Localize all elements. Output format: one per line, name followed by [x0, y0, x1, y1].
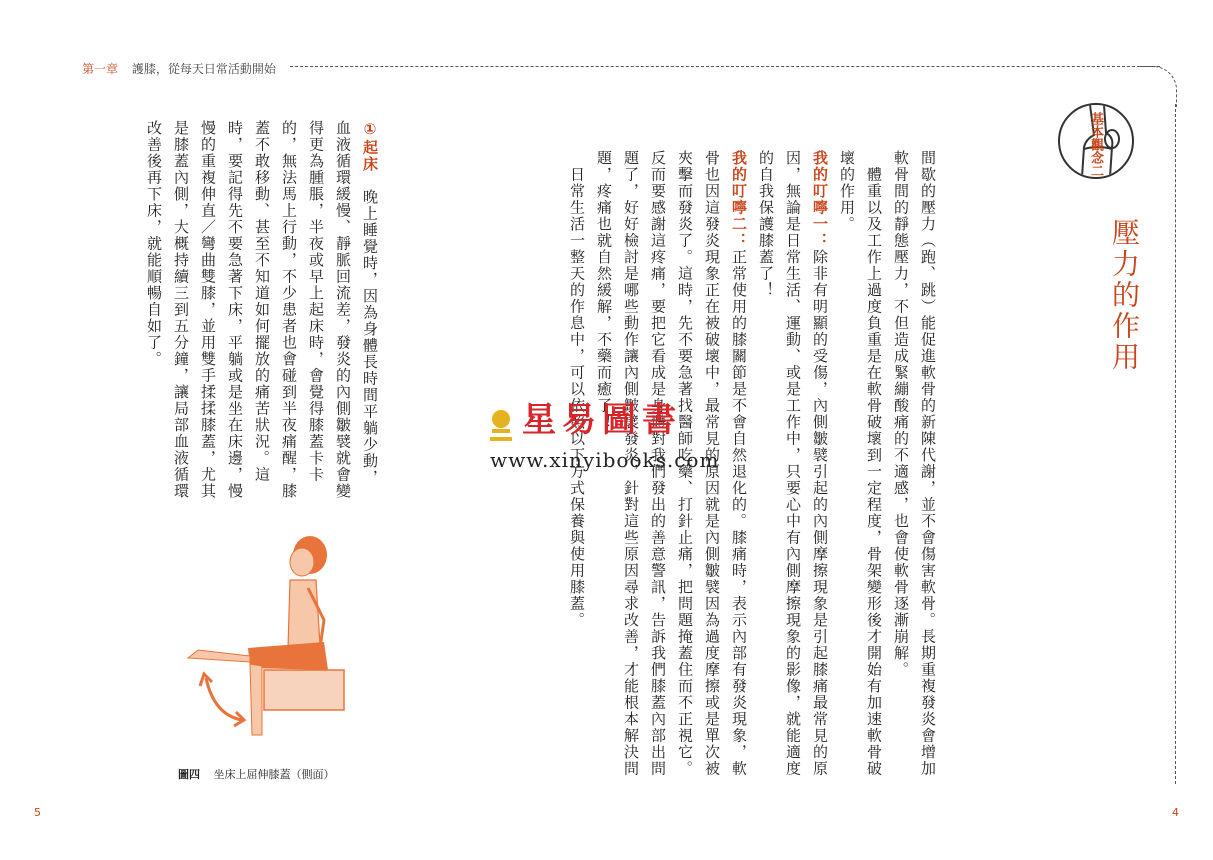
tip2-label: 我的叮嚀二： [730, 150, 748, 249]
tip1-text: 除非有明顯的受傷，內側皺襞引起的內側摩擦現象是引起膝痛最常見的原因，無論是日常生活、運動、或是工作中，只要心中有內側摩擦現象的影像，就能適度的自我保護膝蓋了！ [757, 150, 829, 777]
watermark-text: 星易圖書 [522, 400, 682, 440]
tip2-text: 正常使用的膝關節是不會自然退化的。膝痛時，表示內部有發炎現象，軟骨也因這發炎現象正在被破壞中，最常見的原因就是內側皺襞因為過度摩擦或是單次被夾擊而發炎了。這時，先不要急著找醫師吃藥、打針止痛，把問題掩蓋住而不正視它。反而要感謝這疼痛，要把它看成是身體對我們發出的善意警訊，告訴我們膝蓋內部出問題了，好好檢討是哪些動作讓內側皺襞發炎，針對這些原因尋求改善，才能根本解決問題，疼痛也就自然緩解，不藥而癒了！ 日常生活一整天的作息中，可以依照以下方式保養與使用膝蓋。 [568, 150, 748, 777]
figure-caption [178, 766, 335, 782]
seated-knee-stretch-figure [178, 530, 348, 755]
header-dashed-divider [290, 66, 1160, 67]
left-page-body [140, 120, 383, 500]
watermark-logo-icon [488, 407, 514, 447]
figure-number: 圖四 [178, 768, 200, 781]
chapter-title: 護膝，從每天日常活動開始 [131, 62, 276, 76]
item-text-wake-up: 晚上睡覺時，因為身體長時間平躺少動，血液循環緩慢、靜脈回流差，發炎的內側皺襞就會變得更為腫脹，半夜或早上起床時，會覺得膝蓋卡卡的，無法馬上行動，不少患者也會碰到半夜痛醒，膝蓋不敢移動、甚至不知道如何擺放的痛苦狀況。這時，要記得先不要急著下床，平躺或是坐在床邊，慢慢的重複伸直／彎曲雙膝，並用雙手揉揉膝蓋，尤其是膝蓋內側，大概持續三到五分鐘，讓局部血液循環改善後再下床，就能順暢自如了。 [145, 120, 379, 500]
item-label-wake-up: ①起床 [361, 120, 379, 173]
section-title: 壓力的作用 [1108, 218, 1141, 373]
badge-label: 基本觀念二 [1088, 112, 1103, 177]
page-number-left: 5 [34, 806, 41, 819]
running-header [82, 60, 276, 77]
page-number-right: 4 [1172, 806, 1179, 819]
figure-caption-text: 坐床上屈伸膝蓋（側面） [213, 768, 335, 781]
publisher-watermark [488, 392, 682, 447]
figure-illustration [178, 530, 348, 755]
watermark-url: www.xinyibooks.com [490, 448, 720, 472]
header-dashed-corner [1140, 66, 1177, 107]
chapter-label: 第一章 [82, 62, 119, 76]
body-paragraph-1: 間歇的壓力（跑、跳）能促進軟骨的新陳代謝，並不會傷害軟骨。長期重複發炎會增加軟骨間的靜態壓力，不但造成緊繃酸痛的不適感，也會使軟骨逐漸崩解。 體重以及工作上過度負重是在軟骨破壞到一定程度，骨架變形後才開始有加速軟骨破壞的作用。 [838, 150, 937, 777]
tip1-label: 我的叮嚀一： [811, 150, 829, 249]
right-dashed-border [1175, 104, 1176, 784]
